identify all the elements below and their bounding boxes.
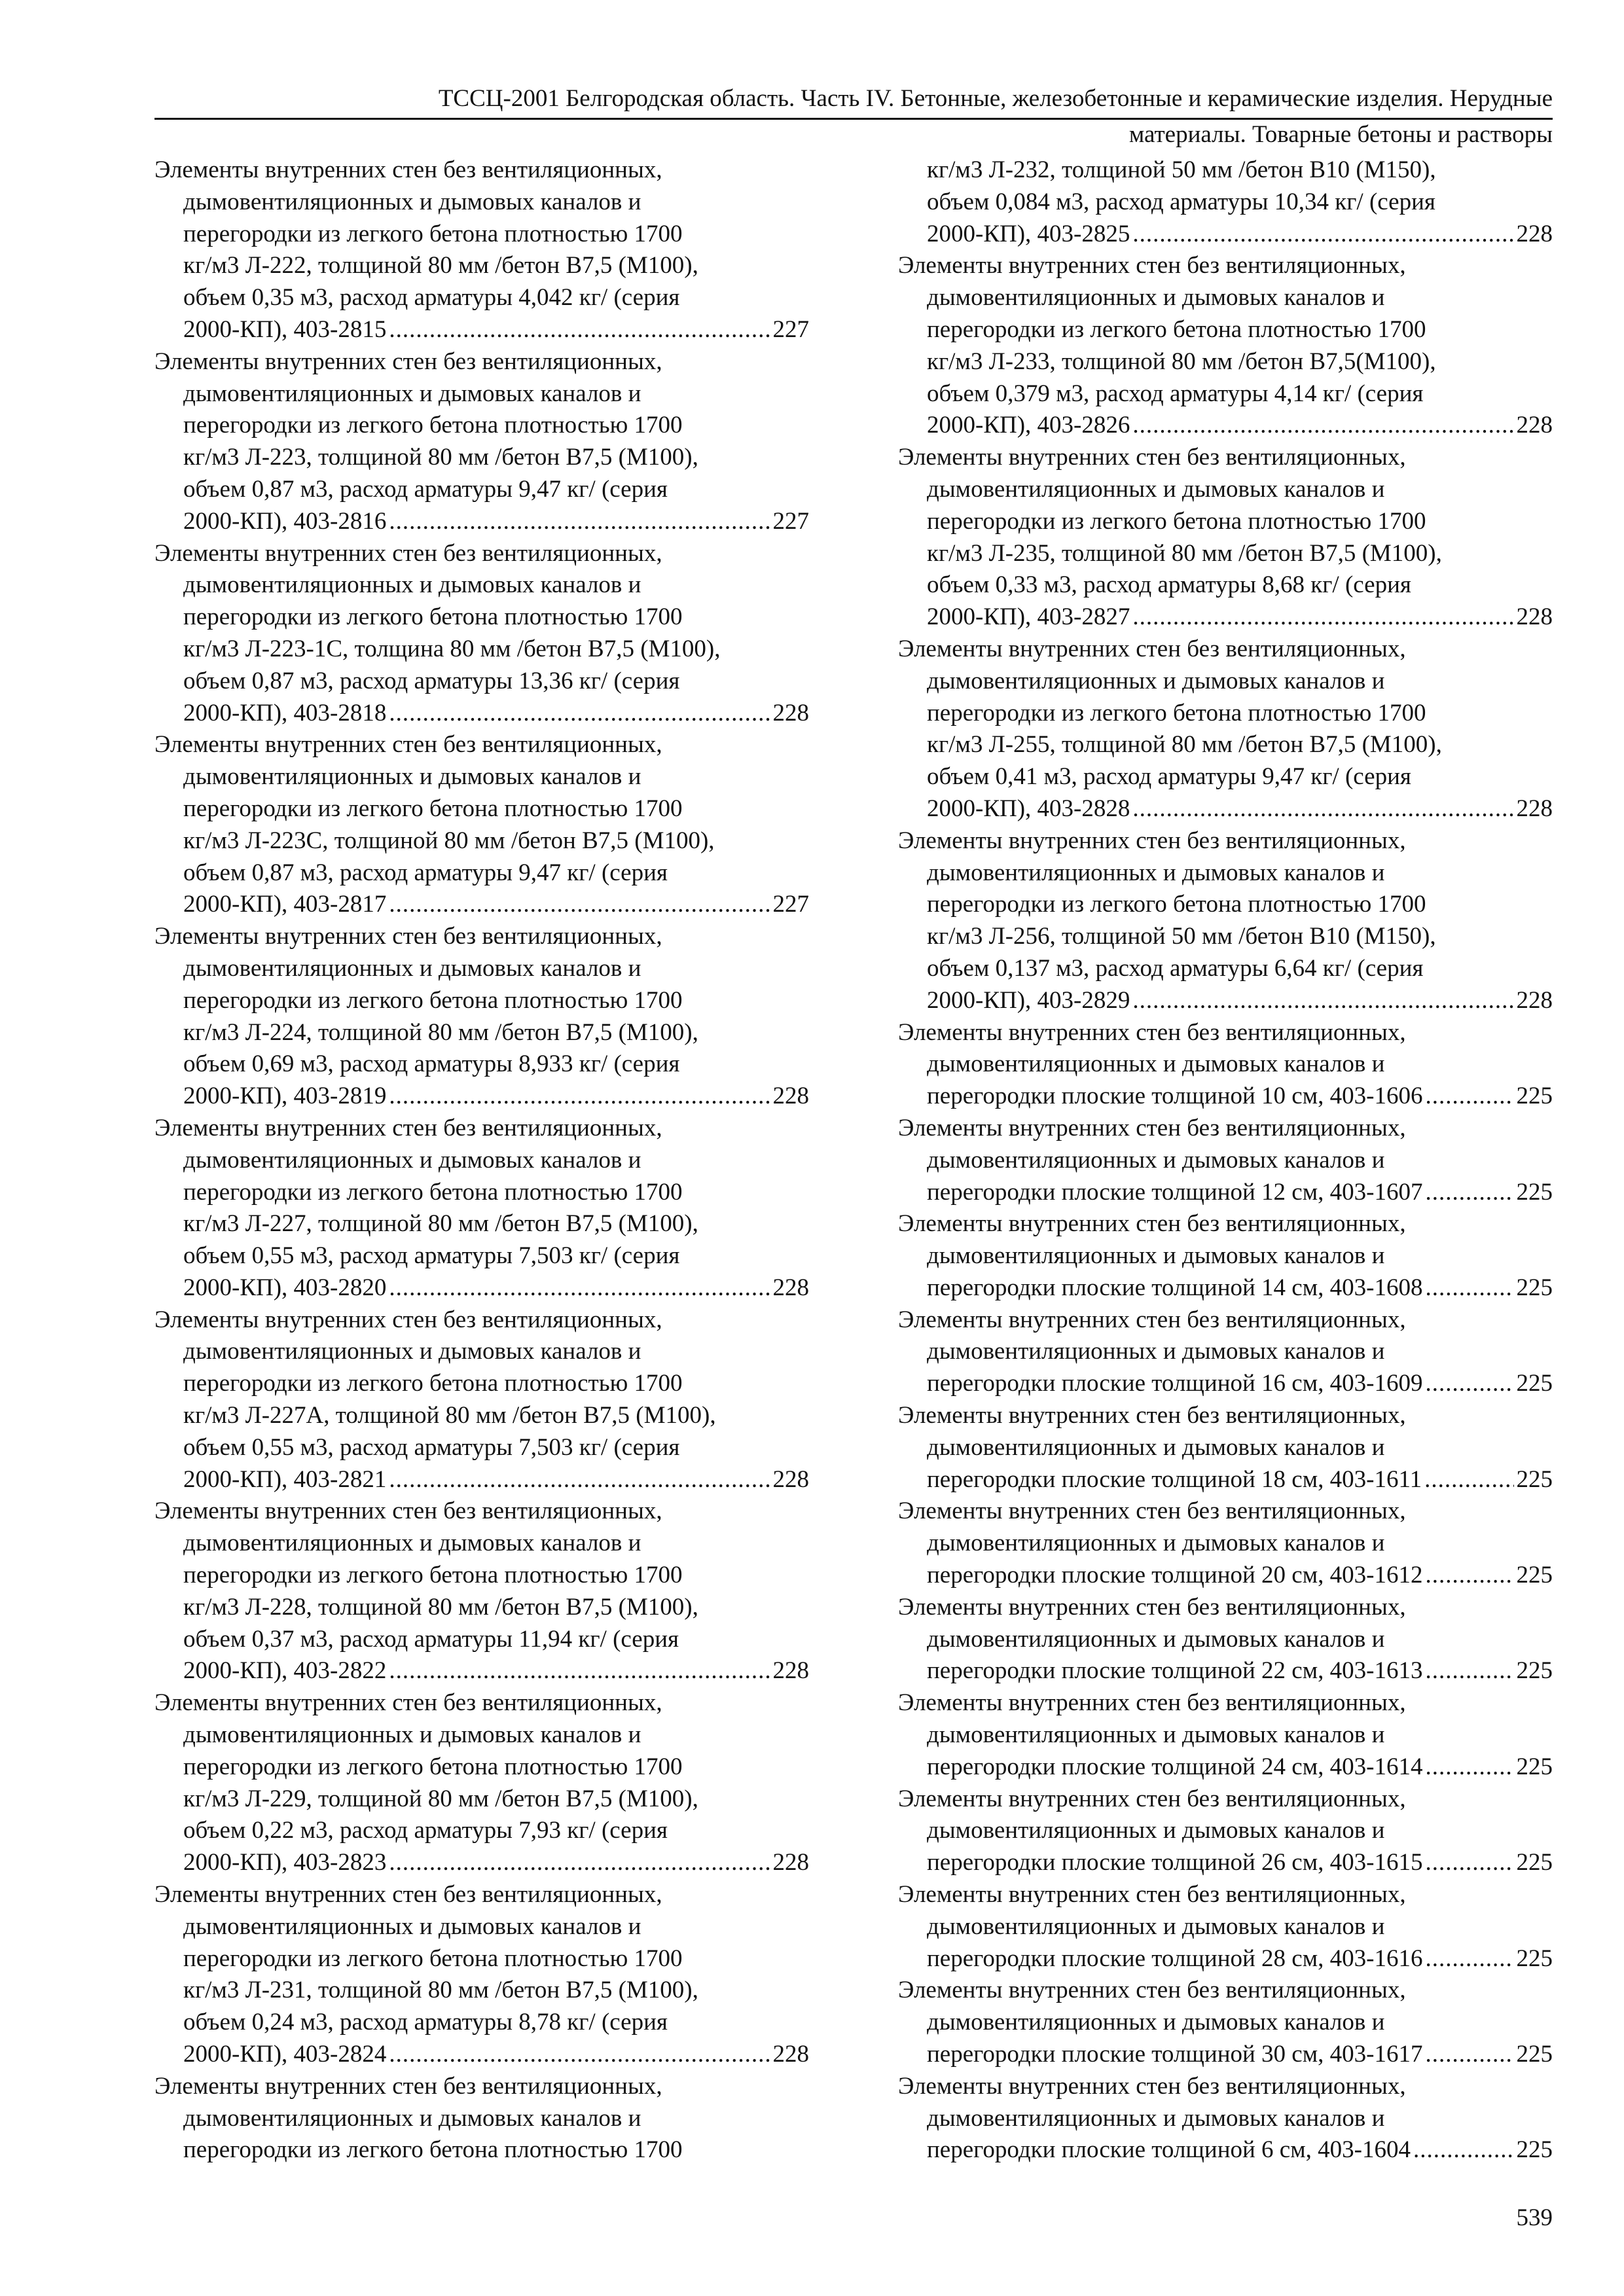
entry-title-line: Элементы внутренних стен без вентиляционных, bbox=[898, 827, 1406, 854]
entry-continuation-line: перегородки из легкого бетона плотностью 1700 bbox=[183, 1562, 683, 1589]
entry-title-line: Элементы внутренних стен без вентиляционных, bbox=[898, 1018, 1406, 1046]
entry-title-line: Элементы внутренних стен без вентиляционных, bbox=[898, 1593, 1406, 1621]
index-column-right bbox=[898, 154, 1553, 2166]
entry-continuation-line: кг/м3 Л-256, толщиной 50 мм /бетон В10 (М150), bbox=[927, 923, 1436, 950]
entry-page-ref: 225 bbox=[1516, 1083, 1553, 1110]
index-entry bbox=[898, 1208, 1553, 1304]
entry-page-ref: 225 bbox=[1516, 1849, 1553, 1876]
entry-page-ref: 228 bbox=[772, 1849, 809, 1876]
entry-title-line: Элементы внутренних стен без вентиляционных, bbox=[898, 252, 1406, 279]
entry-reference-line bbox=[898, 793, 1553, 825]
entry-code: 2000-КП), 403-2815 bbox=[183, 315, 387, 343]
entry-reference-line bbox=[898, 2134, 1553, 2166]
entry-title-line: Элементы внутренних стен без вентиляционных, bbox=[898, 1689, 1406, 1717]
entry-continuation-line: дымовентиляционных и дымовых каналов и bbox=[927, 859, 1385, 886]
entry-reference-line bbox=[898, 1560, 1553, 1592]
entry-reference-line bbox=[154, 1464, 809, 1496]
dot-leader bbox=[1424, 1464, 1513, 1496]
entry-reference-line bbox=[154, 1847, 809, 1879]
dot-leader bbox=[389, 1847, 770, 1879]
entry-continuation-line: дымовентиляционных и дымовых каналов и bbox=[927, 1338, 1385, 1365]
entry-continuation-line: перегородки из легкого бетона плотностью 1700 bbox=[183, 986, 683, 1014]
index-entry bbox=[154, 1304, 809, 1496]
dot-leader bbox=[389, 889, 770, 921]
entry-code: перегородки плоские толщиной 24 см, 403-1614 bbox=[927, 1753, 1423, 1780]
entry-page-ref: 225 bbox=[1516, 2041, 1553, 2068]
index-entry bbox=[898, 1784, 1553, 1879]
entry-code: 2000-КП), 403-2819 bbox=[183, 1083, 387, 1110]
index-entry bbox=[154, 921, 809, 1113]
entry-continuation-line: перегородки из легкого бетона плотностью 1700 bbox=[183, 1753, 683, 1780]
dot-leader bbox=[1413, 2134, 1514, 2166]
entry-code: перегородки плоские толщиной 12 см, 403-1607 bbox=[927, 1178, 1423, 1206]
entry-reference-line bbox=[898, 1177, 1553, 1209]
entry-code: 2000-КП), 403-2823 bbox=[183, 1849, 387, 1876]
entry-code: перегородки плоские толщиной 18 см, 403-1611 bbox=[927, 1465, 1422, 1493]
entry-continuation-line: дымовентиляционных и дымовых каналов и bbox=[183, 571, 641, 599]
entry-page-ref: 228 bbox=[772, 2041, 809, 2068]
entry-title-line: Элементы внутренних стен без вентиляционных, bbox=[898, 1114, 1406, 1141]
entry-continuation-line: кг/м3 Л-227А, толщиной 80 мм /бетон В7,5 (М100), bbox=[183, 1402, 716, 1429]
entry-continuation-line: кг/м3 Л-222, толщиной 80 мм /бетон В7,5 (М100), bbox=[183, 252, 698, 279]
entry-title-line: Элементы внутренних стен без вентиляционных, bbox=[154, 1689, 662, 1717]
entry-continuation-line: дымовентиляционных и дымовых каналов и bbox=[927, 1050, 1385, 1078]
index-entry bbox=[898, 634, 1553, 825]
entry-code: 2000-КП), 403-2826 bbox=[927, 412, 1130, 439]
dot-leader bbox=[1425, 1272, 1513, 1304]
entry-continuation-line: объем 0,22 м3, расход арматуры 7,93 кг/ (серия bbox=[183, 1817, 668, 1844]
entry-title-line: Элементы внутренних стен без вентиляционных, bbox=[154, 1498, 662, 1525]
index-entry bbox=[154, 154, 809, 346]
entry-reference-line bbox=[898, 2039, 1553, 2071]
entry-continuation-line: перегородки из легкого бетона плотностью 1700 bbox=[183, 2136, 683, 2164]
entry-continuation-line: перегородки из легкого бетона плотностью 1700 bbox=[183, 220, 683, 247]
entry-continuation-line: дымовентиляционных и дымовых каналов и bbox=[183, 1146, 641, 1174]
entry-page-ref: 228 bbox=[1516, 603, 1553, 631]
entry-continuation-line: дымовентиляционных и дымовых каналов и bbox=[927, 1530, 1385, 1557]
entry-reference-line bbox=[898, 1847, 1553, 1879]
entry-reference-line bbox=[898, 601, 1553, 634]
dot-leader bbox=[1425, 1177, 1513, 1209]
dot-leader bbox=[1132, 793, 1513, 825]
entry-page-ref: 225 bbox=[1516, 1657, 1553, 1685]
dot-leader bbox=[1425, 1560, 1513, 1592]
entry-continuation-line: кг/м3 Л-231, толщиной 80 мм /бетон В7,5 (М100), bbox=[183, 1977, 698, 2004]
entry-page-ref: 228 bbox=[772, 1274, 809, 1301]
entry-continuation-line: объем 0,87 м3, расход арматуры 13,36 кг/ (серия bbox=[183, 667, 680, 694]
dot-leader bbox=[1425, 1081, 1513, 1113]
entry-page-ref: 225 bbox=[1516, 1562, 1553, 1589]
entry-code: 2000-КП), 403-2824 bbox=[183, 2041, 387, 2068]
entry-code: 2000-КП), 403-2829 bbox=[927, 986, 1130, 1014]
entry-continuation-line: объем 0,69 м3, расход арматуры 8,933 кг/ (серия bbox=[183, 1050, 680, 1078]
entry-code: перегородки плоские толщиной 14 см, 403-1608 bbox=[927, 1274, 1423, 1301]
index-entry bbox=[154, 2071, 809, 2166]
entry-continuation-line: кг/м3 Л-227, толщиной 80 мм /бетон В7,5 (М100), bbox=[183, 1210, 698, 1238]
entry-code: 2000-КП), 403-2818 bbox=[183, 699, 387, 726]
entry-reference-line bbox=[898, 1655, 1553, 1687]
entry-continuation-line: кг/м3 Л-232, толщиной 50 мм /бетон В10 (М150), bbox=[927, 156, 1436, 183]
entry-code: 2000-КП), 403-2828 bbox=[927, 795, 1130, 822]
entry-continuation-line: объем 0,55 м3, расход арматуры 7,503 кг/ (серия bbox=[183, 1433, 680, 1461]
entry-reference-line bbox=[154, 1655, 809, 1687]
dot-leader bbox=[389, 506, 770, 538]
entry-continuation-line: объем 0,35 м3, расход арматуры 4,042 кг/ (серия bbox=[183, 284, 680, 312]
dot-leader bbox=[1132, 219, 1513, 251]
index-entry bbox=[898, 1304, 1553, 1400]
entry-continuation-line: объем 0,37 м3, расход арматуры 11,94 кг/ (серия bbox=[183, 1625, 679, 1653]
dot-leader bbox=[1132, 410, 1513, 442]
entry-page-ref: 225 bbox=[1516, 1753, 1553, 1780]
index-entry bbox=[898, 1496, 1553, 1591]
entry-continuation-line: объем 0,084 м3, расход арматуры 10,34 кг/ (серия bbox=[927, 188, 1435, 215]
entry-continuation-line: дымовентиляционных и дымовых каналов и bbox=[183, 188, 641, 215]
entry-continuation-line: объем 0,137 м3, расход арматуры 6,64 кг/ (серия bbox=[927, 954, 1424, 982]
entry-code: перегородки плоские толщиной 20 см, 403-1612 bbox=[927, 1562, 1423, 1589]
entry-title-line: Элементы внутренних стен без вентиляционных, bbox=[154, 1881, 662, 1909]
entry-reference-line bbox=[898, 219, 1553, 251]
entry-continuation-line: кг/м3 Л-228, толщиной 80 мм /бетон В7,5 (М100), bbox=[183, 1593, 698, 1621]
index-entry bbox=[154, 538, 809, 730]
entry-continuation-line: перегородки из легкого бетона плотностью 1700 bbox=[927, 699, 1426, 726]
entry-reference-line bbox=[154, 314, 809, 346]
entry-code: перегородки плоские толщиной 16 см, 403-1609 bbox=[927, 1370, 1423, 1397]
index-column-left bbox=[154, 154, 809, 2166]
entry-code: перегородки плоские толщиной 30 см, 403-1617 bbox=[927, 2041, 1423, 2068]
entry-continuation-line: перегородки из легкого бетона плотностью 1700 bbox=[183, 1370, 683, 1397]
entry-page-ref: 225 bbox=[1516, 1370, 1553, 1397]
header-title-line1: ТССЦ-2001 Белгородская область. Часть IV. Бетонные, железобетонные и керамические изделия. Нерудные bbox=[438, 85, 1553, 112]
index-entry bbox=[898, 1687, 1553, 1783]
entry-continuation-line: дымовентиляционных и дымовых каналов и bbox=[183, 954, 641, 982]
entry-code: перегородки плоские толщиной 26 см, 403-1615 bbox=[927, 1849, 1423, 1876]
index-entry bbox=[154, 729, 809, 921]
entry-continuation-line: кг/м3 Л-235, толщиной 80 мм /бетон В7,5 (М100), bbox=[927, 539, 1442, 567]
entry-reference-line bbox=[154, 506, 809, 538]
entry-reference-line bbox=[154, 1081, 809, 1113]
entry-page-ref: 228 bbox=[1516, 220, 1553, 247]
entry-code: 2000-КП), 403-2825 bbox=[927, 220, 1130, 247]
entry-page-ref: 225 bbox=[1516, 1274, 1553, 1301]
entry-code: 2000-КП), 403-2820 bbox=[183, 1274, 387, 1301]
entry-title-line: Элементы внутренних стен без вентиляционных, bbox=[154, 731, 662, 759]
dot-leader bbox=[1425, 1847, 1513, 1879]
running-header bbox=[154, 84, 1553, 113]
index-entry bbox=[154, 1879, 809, 2071]
entry-page-ref: 225 bbox=[1516, 2136, 1553, 2164]
page-number: 539 bbox=[1516, 2204, 1553, 2231]
entry-continuation-line: кг/м3 Л-223-1С, толщина 80 мм /бетон В7,5 (М100), bbox=[183, 635, 721, 662]
entry-continuation-line: объем 0,33 м3, расход арматуры 8,68 кг/ (серия bbox=[927, 571, 1411, 599]
entry-title-line: Элементы внутренних стен без вентиляционных, bbox=[154, 1306, 662, 1333]
entry-page-ref: 228 bbox=[1516, 795, 1553, 822]
entry-page-ref: 227 bbox=[772, 507, 809, 535]
dot-leader bbox=[389, 314, 770, 346]
entry-continuation-line: дымовентиляционных и дымовых каналов и bbox=[183, 1530, 641, 1557]
entry-code: 2000-КП), 403-2822 bbox=[183, 1657, 387, 1685]
dot-leader bbox=[1425, 1943, 1513, 1975]
entry-reference-line bbox=[898, 1943, 1553, 1975]
header-title-line2: материалы. Товарные бетоны и растворы bbox=[1128, 121, 1553, 148]
entry-code: перегородки плоские толщиной 28 см, 403-1616 bbox=[927, 1945, 1423, 1972]
dot-leader bbox=[1132, 601, 1513, 634]
index-entry bbox=[898, 825, 1553, 1017]
entry-reference-line bbox=[898, 1272, 1553, 1304]
entry-continuation-line: дымовентиляционных и дымовых каналов и bbox=[183, 763, 641, 791]
entry-title-line: Элементы внутренних стен без вентиляционных, bbox=[898, 1498, 1406, 1525]
index-entry bbox=[154, 1113, 809, 1304]
entry-continuation-line: перегородки из легкого бетона плотностью 1700 bbox=[927, 315, 1426, 343]
entry-continuation-line: дымовентиляционных и дымовых каналов и bbox=[927, 1146, 1385, 1174]
entry-continuation-line: кг/м3 Л-229, толщиной 80 мм /бетон В7,5 (М100), bbox=[183, 1785, 698, 1812]
entry-continuation-line: кг/м3 Л-233, толщиной 80 мм /бетон В7,5(М100), bbox=[927, 348, 1436, 375]
entry-continuation-line: перегородки из легкого бетона плотностью 1700 bbox=[183, 1178, 683, 1206]
entry-continuation-line: дымовентиляционных и дымовых каналов и bbox=[927, 1242, 1385, 1270]
index-entry bbox=[154, 1496, 809, 1687]
entry-continuation-line: объем 0,87 м3, расход арматуры 9,47 кг/ (серия bbox=[183, 475, 668, 503]
entry-title-line: Элементы внутренних стен без вентиляционных, bbox=[898, 1210, 1406, 1238]
dot-leader bbox=[1132, 985, 1513, 1017]
entry-title-line: Элементы внутренних стен без вентиляционных, bbox=[154, 348, 662, 375]
dot-leader bbox=[389, 1464, 770, 1496]
entry-continuation-line: кг/м3 Л-223С, толщиной 80 мм /бетон В7,5 (М100), bbox=[183, 827, 715, 854]
entry-page-ref: 228 bbox=[772, 1465, 809, 1493]
entry-title-line: Элементы внутренних стен без вентиляционных, bbox=[154, 1114, 662, 1141]
dot-leader bbox=[389, 1081, 770, 1113]
entry-continuation-line: дымовентиляционных и дымовых каналов и bbox=[927, 1912, 1385, 1940]
entry-page-ref: 228 bbox=[772, 1657, 809, 1685]
entry-title-line: Элементы внутренних стен без вентиляционных, bbox=[898, 1881, 1406, 1909]
entry-reference-line bbox=[898, 1464, 1553, 1496]
entry-code: перегородки плоские толщиной 6 см, 403-1604 bbox=[927, 2136, 1411, 2164]
index-entry bbox=[898, 154, 1553, 250]
dot-leader bbox=[1425, 2039, 1513, 2071]
index-entry bbox=[154, 1687, 809, 1879]
entry-code: 2000-КП), 403-2817 bbox=[183, 891, 387, 918]
index-entry bbox=[898, 2071, 1553, 2166]
entry-continuation-line: кг/м3 Л-255, толщиной 80 мм /бетон В7,5 (М100), bbox=[927, 731, 1442, 759]
entry-continuation-line: дымовентиляционных и дымовых каналов и bbox=[927, 1433, 1385, 1461]
entry-page-ref: 228 bbox=[1516, 412, 1553, 439]
entry-reference-line bbox=[898, 410, 1553, 442]
index-entry bbox=[898, 1017, 1553, 1113]
entry-code: перегородки плоские толщиной 22 см, 403-1613 bbox=[927, 1657, 1423, 1685]
entry-continuation-line: дымовентиляционных и дымовых каналов и bbox=[927, 667, 1385, 694]
entry-title-line: Элементы внутренних стен без вентиляционных, bbox=[154, 539, 662, 567]
entry-title-line: Элементы внутренних стен без вентиляционных, bbox=[898, 2072, 1406, 2100]
entry-continuation-line: дымовентиляционных и дымовых каналов и bbox=[183, 1338, 641, 1365]
dot-leader bbox=[389, 1272, 770, 1304]
entry-continuation-line: объем 0,24 м3, расход арматуры 8,78 кг/ (серия bbox=[183, 2009, 668, 2036]
index-entry bbox=[154, 346, 809, 538]
entry-page-ref: 225 bbox=[1516, 1945, 1553, 1972]
entry-page-ref: 228 bbox=[1516, 986, 1553, 1014]
entry-continuation-line: дымовентиляционных и дымовых каналов и bbox=[927, 1817, 1385, 1844]
entry-continuation-line: дымовентиляционных и дымовых каналов и bbox=[927, 1625, 1385, 1653]
entry-continuation-line: перегородки из легкого бетона плотностью 1700 bbox=[927, 891, 1426, 918]
entry-continuation-line: перегородки из легкого бетона плотностью 1700 bbox=[183, 795, 683, 822]
entry-continuation-line: дымовентиляционных и дымовых каналов и bbox=[183, 1721, 641, 1749]
entry-title-line: Элементы внутренних стен без вентиляционных, bbox=[898, 1785, 1406, 1812]
entry-continuation-line: объем 0,379 м3, расход арматуры 4,14 кг/ (серия bbox=[927, 380, 1424, 407]
entry-page-ref: 225 bbox=[1516, 1178, 1553, 1206]
entry-continuation-line: объем 0,55 м3, расход арматуры 7,503 кг/ (серия bbox=[183, 1242, 680, 1270]
index-entry bbox=[898, 250, 1553, 442]
entry-title-line: Элементы внутренних стен без вентиляционных, bbox=[898, 1977, 1406, 2004]
entry-continuation-line: объем 0,87 м3, расход арматуры 9,47 кг/ (серия bbox=[183, 859, 668, 886]
index-entry bbox=[898, 1400, 1553, 1496]
entry-reference-line bbox=[154, 889, 809, 921]
entry-continuation-line: дымовентиляционных и дымовых каналов и bbox=[183, 2104, 641, 2132]
entry-title-line: Элементы внутренних стен без вентиляционных, bbox=[898, 444, 1406, 471]
entry-reference-line bbox=[898, 1081, 1553, 1113]
entry-page-ref: 228 bbox=[772, 1083, 809, 1110]
entry-page-ref: 227 bbox=[772, 315, 809, 343]
entry-title-line: Элементы внутренних стен без вентиляционных, bbox=[154, 156, 662, 183]
entry-title-line: Элементы внутренних стен без вентиляционных, bbox=[898, 1306, 1406, 1333]
entry-title-line: Элементы внутренних стен без вентиляционных, bbox=[898, 1402, 1406, 1429]
entry-continuation-line: кг/м3 Л-223, толщиной 80 мм /бетон В7,5 (М100), bbox=[183, 444, 698, 471]
entry-reference-line bbox=[154, 2039, 809, 2071]
entry-page-ref: 228 bbox=[772, 699, 809, 726]
entry-continuation-line: перегородки из легкого бетона плотностью 1700 bbox=[183, 603, 683, 631]
entry-reference-line bbox=[898, 1368, 1553, 1400]
entry-continuation-line: перегородки из легкого бетона плотностью 1700 bbox=[927, 507, 1426, 535]
entry-reference-line bbox=[898, 1751, 1553, 1784]
entry-reference-line bbox=[898, 985, 1553, 1017]
index-entry bbox=[898, 442, 1553, 634]
index-entry bbox=[898, 1975, 1553, 2070]
entry-title-line: Элементы внутренних стен без вентиляционных, bbox=[154, 2072, 662, 2100]
entry-page-ref: 225 bbox=[1516, 1465, 1553, 1493]
entry-code: 2000-КП), 403-2827 bbox=[927, 603, 1130, 631]
entry-title-line: Элементы внутренних стен без вентиляционных, bbox=[898, 635, 1406, 662]
entry-page-ref: 227 bbox=[772, 891, 809, 918]
dot-leader bbox=[389, 1655, 770, 1687]
entry-continuation-line: дымовентиляционных и дымовых каналов и bbox=[927, 2104, 1385, 2132]
dot-leader bbox=[1425, 1655, 1513, 1687]
entry-continuation-line: объем 0,41 м3, расход арматуры 9,47 кг/ (серия bbox=[927, 763, 1411, 791]
entry-reference-line bbox=[154, 698, 809, 730]
dot-leader bbox=[1425, 1751, 1513, 1784]
dot-leader bbox=[1425, 1368, 1513, 1400]
entry-continuation-line: дымовентиляционных и дымовых каналов и bbox=[183, 380, 641, 407]
entry-continuation-line: дымовентиляционных и дымовых каналов и bbox=[927, 284, 1385, 312]
index-entry bbox=[898, 1113, 1553, 1208]
entry-title-line: Элементы внутренних стен без вентиляционных, bbox=[154, 923, 662, 950]
entry-continuation-line: перегородки из легкого бетона плотностью 1700 bbox=[183, 412, 683, 439]
entry-reference-line bbox=[154, 1272, 809, 1304]
index-entry bbox=[898, 1592, 1553, 1687]
entry-continuation-line: дымовентиляционных и дымовых каналов и bbox=[927, 2009, 1385, 2036]
entry-continuation-line: дымовентиляционных и дымовых каналов и bbox=[927, 475, 1385, 503]
entry-code: перегородки плоские толщиной 10 см, 403-1606 bbox=[927, 1083, 1423, 1110]
dot-leader bbox=[389, 698, 770, 730]
entry-continuation-line: кг/м3 Л-224, толщиной 80 мм /бетон В7,5 (М100), bbox=[183, 1018, 698, 1046]
entry-continuation-line: дымовентиляционных и дымовых каналов и bbox=[183, 1912, 641, 1940]
entry-code: 2000-КП), 403-2816 bbox=[183, 507, 387, 535]
index-entry bbox=[898, 1879, 1553, 1975]
entry-continuation-line: дымовентиляционных и дымовых каналов и bbox=[927, 1721, 1385, 1749]
entry-continuation-line: перегородки из легкого бетона плотностью 1700 bbox=[183, 1945, 683, 1972]
entry-code: 2000-КП), 403-2821 bbox=[183, 1465, 387, 1493]
dot-leader bbox=[389, 2039, 770, 2071]
